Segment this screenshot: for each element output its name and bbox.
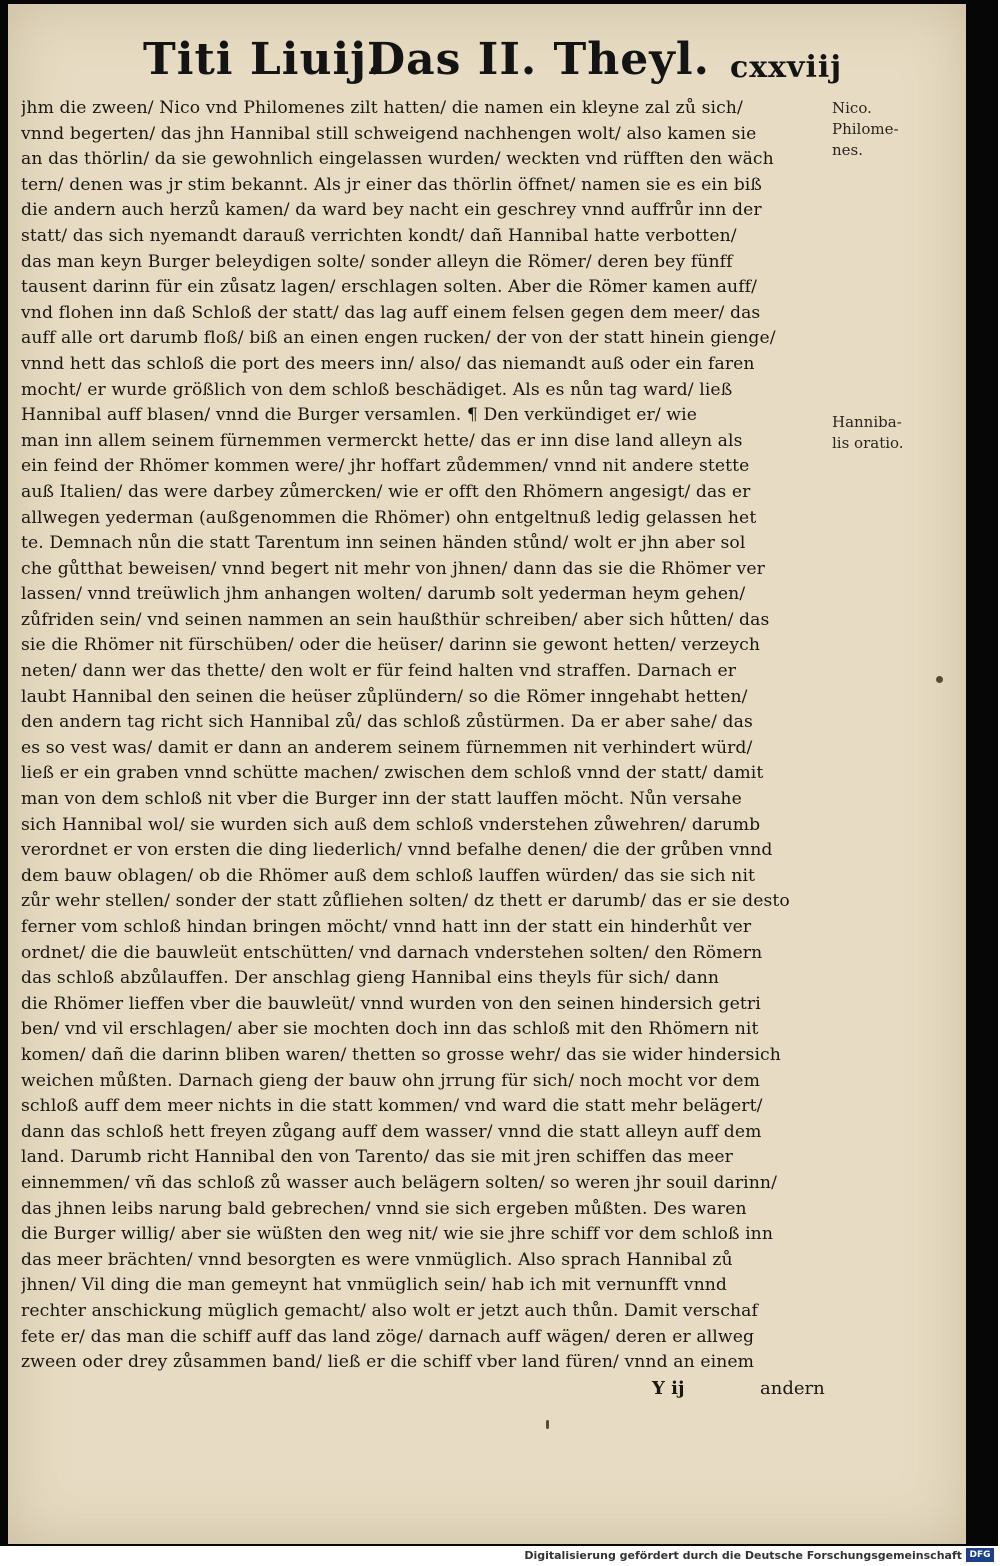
text-line: ferner vom schloß hindan bringen möcht/ vnnd hatt inn der statt ein hinderhůt ver	[21, 917, 752, 937]
text-line: man von dem schloß nit vber die Burger inn der statt lauffen möcht. Nůn versahe	[21, 789, 742, 810]
text-line: tausent darinn für ein zůsatz lagen/ erschlagen solten. Aber die Römer kamen auff/	[21, 277, 758, 298]
text-line: zůfriden sein/ vnd seinen nammen an sein haußthür schreiben/ aber sich hůtten/ das	[21, 609, 770, 630]
text-line: den andern tag richt sich Hannibal zů/ das schloß zůstürmen. Da er aber sahe/ das	[21, 712, 753, 733]
funding-credit: Digitalisierung gefördert durch die Deutsche Forschungsgemeinschaft	[524, 1549, 962, 1562]
text-line: fete er/ das man die schiff auff das land zöge/ darnach auff wägen/ deren er allweg	[21, 1326, 755, 1347]
text-line: weichen můßten. Darnach gieng der bauw ohn jrrung für sich/ noch mocht vor dem	[21, 1070, 760, 1091]
dfg-logo: DFG	[966, 1548, 994, 1562]
marginal-note-hannibal	[832, 412, 952, 454]
text-line: mocht/ er wurde größlich von dem schloß beschädiget. Als es nůn tag ward/ ließ	[21, 379, 733, 400]
text-line: lassen/ vnnd treüwlich jhm anhangen wolten/ darumb solt yederman heym gehen/	[21, 584, 746, 605]
text-line: einnemmen/ vñ das schloß zů wasser auch belägern solten/ so weren jhr souil darinn/	[21, 1172, 777, 1193]
text-line: ein feind der Rhömer kommen were/ jhr hoffart zůdemmen/ vnnd nit andere stette	[21, 456, 750, 477]
text-line: zůr wehr stellen/ sonder der statt zůfliehen solten/ dz thett er darumb/ das er sie desto	[21, 891, 790, 912]
body-text	[21, 96, 831, 1376]
signature-mark: Y ij	[652, 1378, 685, 1399]
text-line: jhnen/ Vil ding die man gemeynt hat vnmüglich sein/ hab ich mit vernunfft vnnd	[21, 1275, 728, 1296]
text-line: die Rhömer lieffen vber die bauwleüt/ vnnd wurden von den seinen hindersich getri	[21, 993, 761, 1014]
catchword: andern	[760, 1378, 825, 1399]
text-line: zween oder drey zůsammen band/ ließ er die schiff vber land füren/ vnnd an einem	[21, 1352, 755, 1373]
marginal-note-line: Philome-	[832, 120, 899, 138]
text-line: vnnd hett das schloß die port des meers inn/ also/ das niemandt auß oder ein faren	[21, 353, 755, 374]
text-line: das jhnen leibs narung bald gebrechen/ vnnd sie sich ergeben můßten. Des waren	[21, 1198, 747, 1219]
text-line: rechter anschickung müglich gemacht/ also wolt er jetzt auch thůn. Damit verschaf	[21, 1300, 758, 1321]
text-line: neten/ dann wer das thette/ den wolt er für feind halten vnd straffen. Darnach er	[21, 661, 737, 682]
text-line: ließ er ein graben vnnd schütte machen/ zwischen dem schloß vnnd der statt/ damit	[21, 763, 764, 784]
text-line: es so vest was/ damit er dann an anderem seinem fürnemmen nit verhindert würd/	[21, 737, 753, 758]
marginal-note-nico	[832, 98, 952, 161]
text-line: schloß auff dem meer nichts in die statt kommen/ vnd ward die statt mehr belägert/	[21, 1096, 763, 1117]
text-line: allwegen yederman (außgenommen die Rhömer) ohn entgeltnuß ledig gelassen het	[21, 507, 757, 528]
text-line: sich Hannibal wol/ sie wurden sich auß dem schloß vnderstehen zůwehren/ darumb	[21, 814, 761, 835]
header-title-middle: Das II. Theyl.	[367, 34, 710, 85]
text-line: Hannibal auff blasen/ vnnd die Burger versamlen. ¶ Den verkündiget er/ wie	[21, 405, 697, 426]
text-line: vnd flohen inn daß Schloß der statt/ das lag auff einem felsen gegen dem meer/ das	[21, 302, 761, 323]
footer-bar	[0, 1546, 1000, 1566]
text-line: das meer brächten/ vnnd besorgten es were vnmüglich. Also sprach Hannibal zů	[21, 1249, 733, 1270]
text-line: dem bauw oblagen/ ob die Rhömer auß dem schloß lauffen würden/ das sie sich nit	[21, 865, 756, 886]
text-line: man inn allem seinem fürnemmen vermerckt hette/ das er inn dise land alleyn als	[21, 430, 743, 451]
text-line: tern/ denen was jr stim bekannt. Als jr einer das thörlin öffnet/ namen sie es ein biß	[21, 174, 762, 195]
text-line: das schloß abzůlauffen. Der anschlag gieng Hannibal eins theyls für sich/ dann	[21, 968, 720, 989]
text-line: sie die Rhömer nit fürschüben/ oder die heüser/ darinn sie gewont hetten/ verzeych	[21, 635, 761, 656]
text-line: die andern auch herzů kamen/ da ward bey nacht ein geschrey vnnd auffrůr inn der	[21, 200, 762, 221]
folio-number: cxxviij	[730, 50, 843, 85]
text-line: land. Darumb richt Hannibal den von Tarento/ das sie mit jren schiffen das meer	[21, 1147, 733, 1168]
text-line: statt/ das sich nyemandt darauß verrichten kondt/ dañ Hannibal hatte verbotten/	[21, 225, 737, 246]
marginal-note-line: lis oratio.	[832, 434, 904, 452]
text-line: ordnet/ die die bauwleüt entschütten/ vnd darnach vnderstehen solten/ den Römern	[21, 942, 763, 963]
header-title-left: Titi Liuij.	[143, 34, 384, 85]
marginal-note-line: nes.	[832, 141, 864, 159]
text-line: che gůtthat beweisen/ vnnd begert nit mehr von jhnen/ dann das sie die Rhömer ver	[21, 558, 765, 579]
text-line: vnnd begerten/ das jhn Hannibal still schweigend nachhengen wolt/ also kamen sie	[21, 123, 757, 144]
text-line: dann das schloß hett freyen zůgang auff dem wasser/ vnnd die statt alleyn auff dem	[21, 1121, 762, 1142]
text-line: auß Italien/ das were darbey zůmercken/ wie er offt den Rhömern angesigt/ das er	[21, 481, 751, 502]
text-line: die Burger willig/ aber sie wüßten den weg nit/ wie sie jhre schiff vor dem schloß inn	[21, 1224, 774, 1245]
text-line: jhm die zween/ Nico vnd Philomenes zilt hatten/ die namen ein kleyne zal zů sich/	[21, 98, 743, 118]
text-line: verordnet er von ersten die ding liederlich/ vnnd befalhe denen/ die der grůben vnnd	[21, 840, 773, 861]
text-line: komen/ dañ die darinn bliben waren/ thetten so grosse wehr/ das sie wider hindersich	[21, 1044, 781, 1065]
marginal-note-line: Hanniba-	[832, 413, 902, 431]
text-line: das man keyn Burger beleydigen solte/ sonder alleyn die Römer/ deren bey fünff	[21, 251, 733, 272]
ink-mark	[546, 1420, 549, 1429]
running-header	[135, 20, 843, 90]
text-line: an das thörlin/ da sie gewohnlich eingelassen wurden/ weckten vnd rüfften den wäch	[21, 149, 774, 170]
marginal-note-line: Nico.	[832, 99, 872, 117]
text-line: auff alle ort darumb floß/ biß an einen engen rucken/ der von der statt hinein gienge/	[21, 328, 776, 349]
text-line: laubt Hannibal den seinen die heüser zůplündern/ so die Römer inngehabt hetten/	[21, 686, 748, 707]
text-line: te. Demnach nůn die statt Tarentum inn seinen händen stůnd/ wolt er jhn aber sol	[21, 533, 746, 554]
text-line: ben/ vnd vil erschlagen/ aber sie mochten doch inn das schloß mit den Rhömern nit	[21, 1019, 759, 1040]
ink-blot	[936, 676, 943, 683]
